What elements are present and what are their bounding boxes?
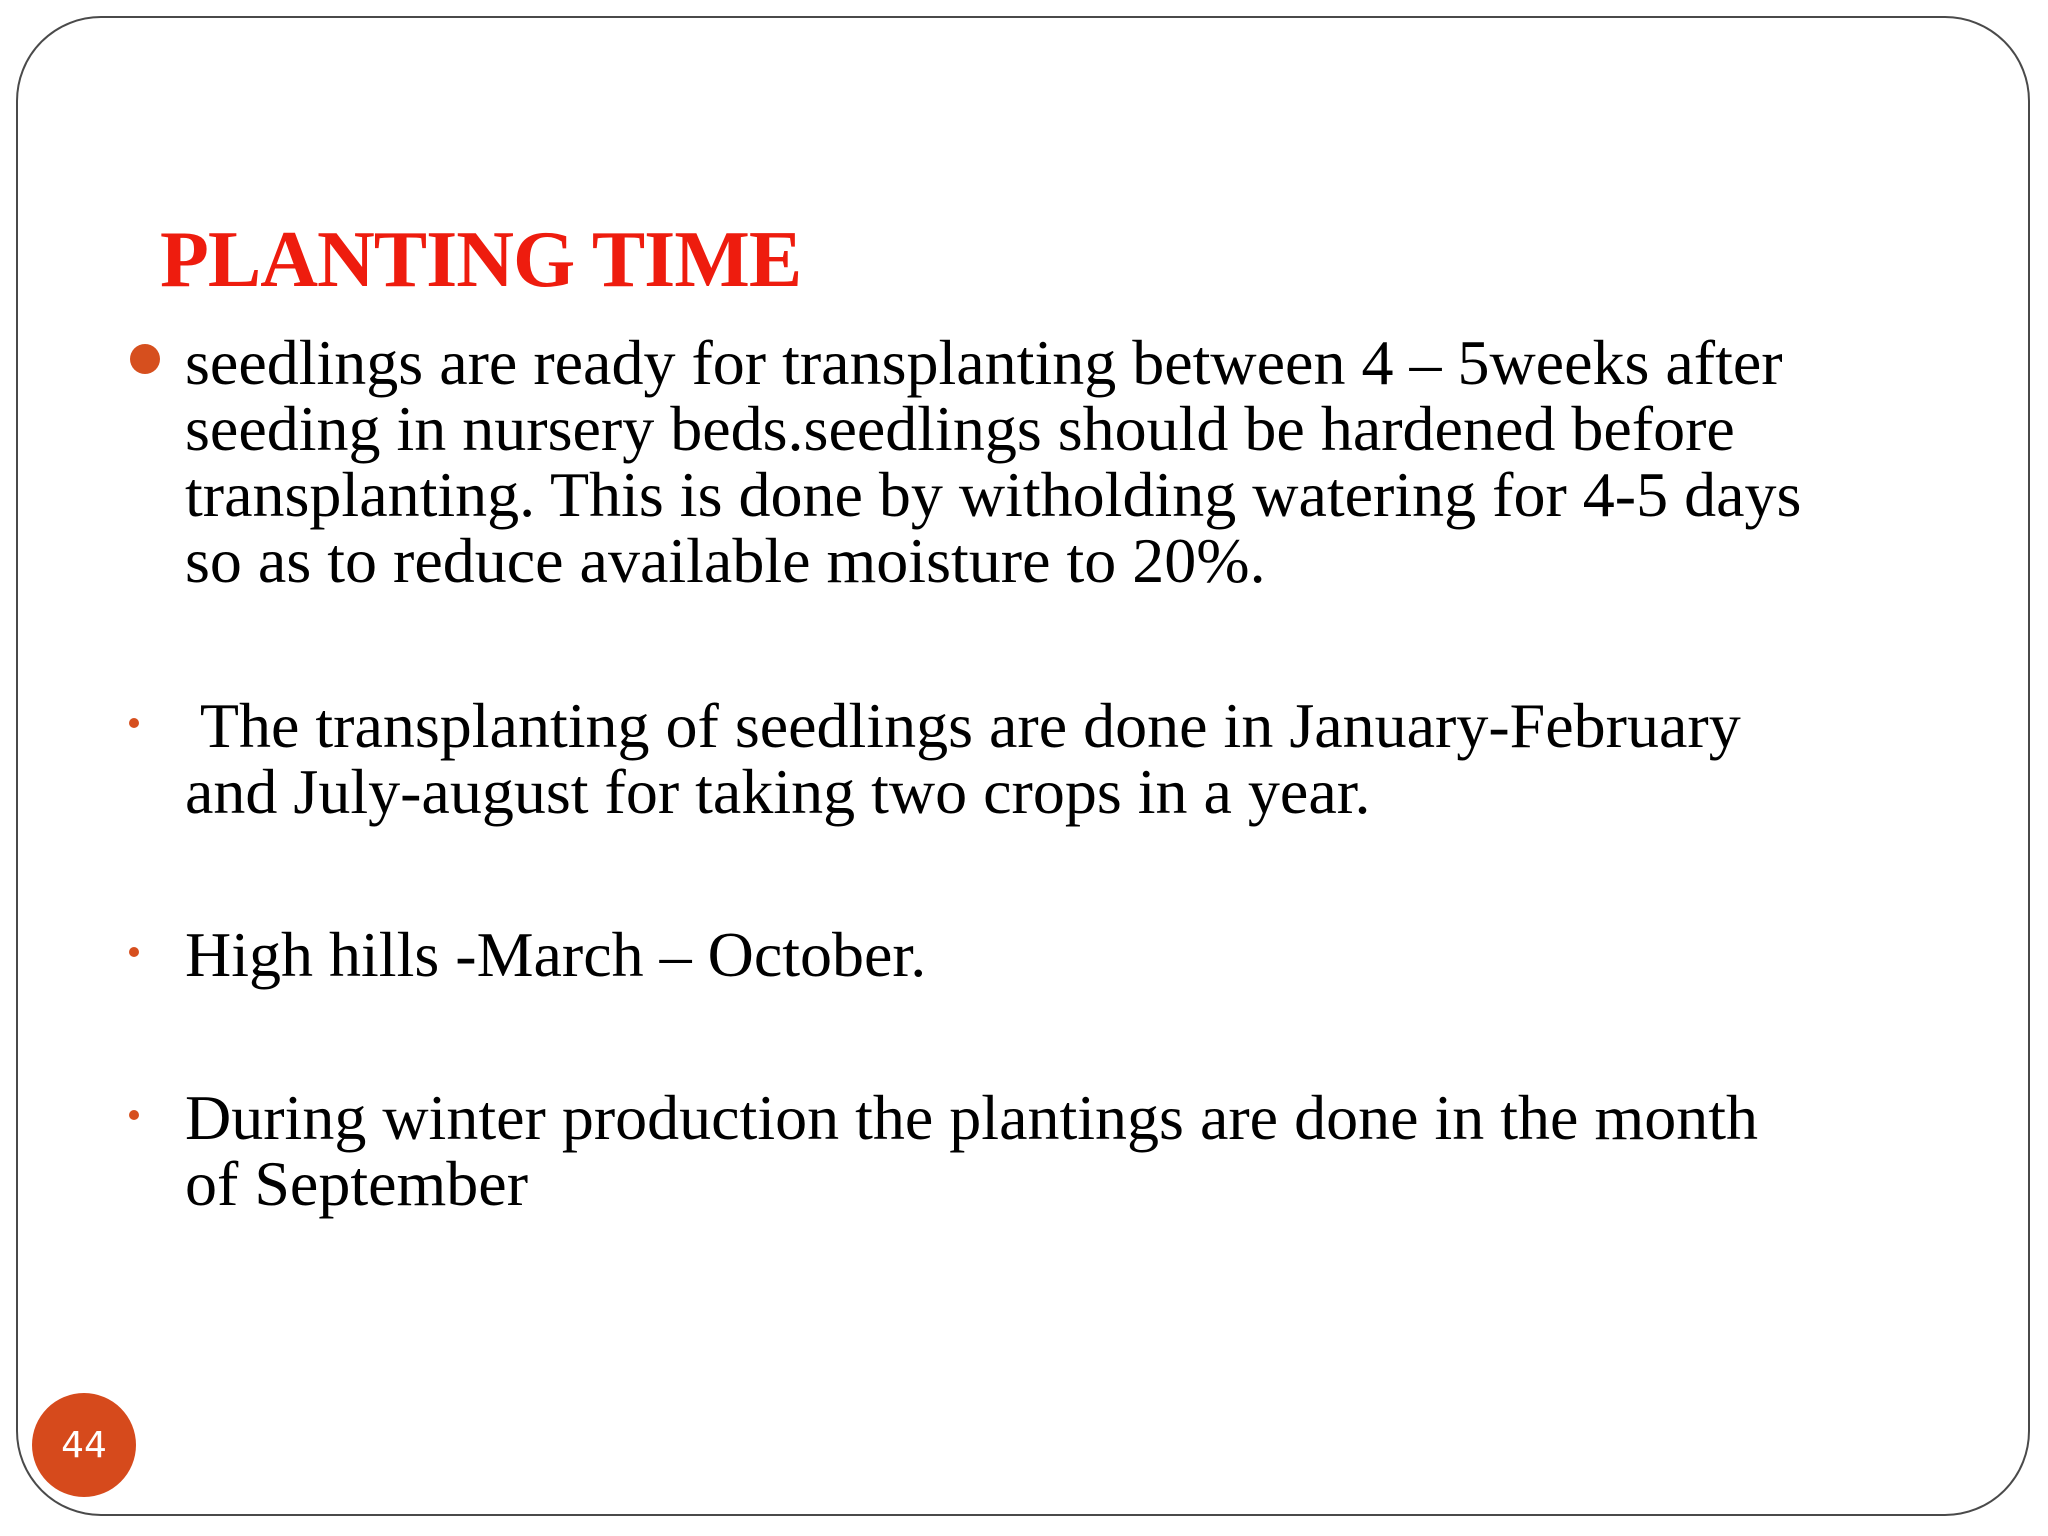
bullet-marker-icon — [129, 947, 139, 957]
bullet-line: seedlings are ready for transplanting between 4 – 5weeks after — [185, 327, 1783, 398]
bullet-marker-icon — [130, 344, 160, 374]
bullet-line: High hills -March – October. — [185, 919, 927, 990]
bullet-marker-icon — [129, 718, 139, 728]
bullet-line: During winter production the plantings are done in the month — [185, 1082, 1758, 1153]
page-number-badge: 44 — [32, 1393, 136, 1497]
bullet-line: The transplanting of seedlings are done in January-February — [185, 690, 1741, 761]
bullet-line: transplanting. This is done by witholding watering for 4-5 days — [185, 459, 1802, 530]
bullet-marker-icon — [129, 1110, 139, 1120]
bullet-line: of September — [185, 1148, 528, 1219]
bullet-line: and July-august for taking two crops in a year. — [185, 756, 1371, 827]
bullet-line: so as to reduce available moisture to 20%. — [185, 525, 1266, 596]
bullet-line: seeding in nursery beds.seedlings should be hardened before — [185, 393, 1735, 464]
slide-title: PLANTING TIME — [160, 216, 802, 304]
